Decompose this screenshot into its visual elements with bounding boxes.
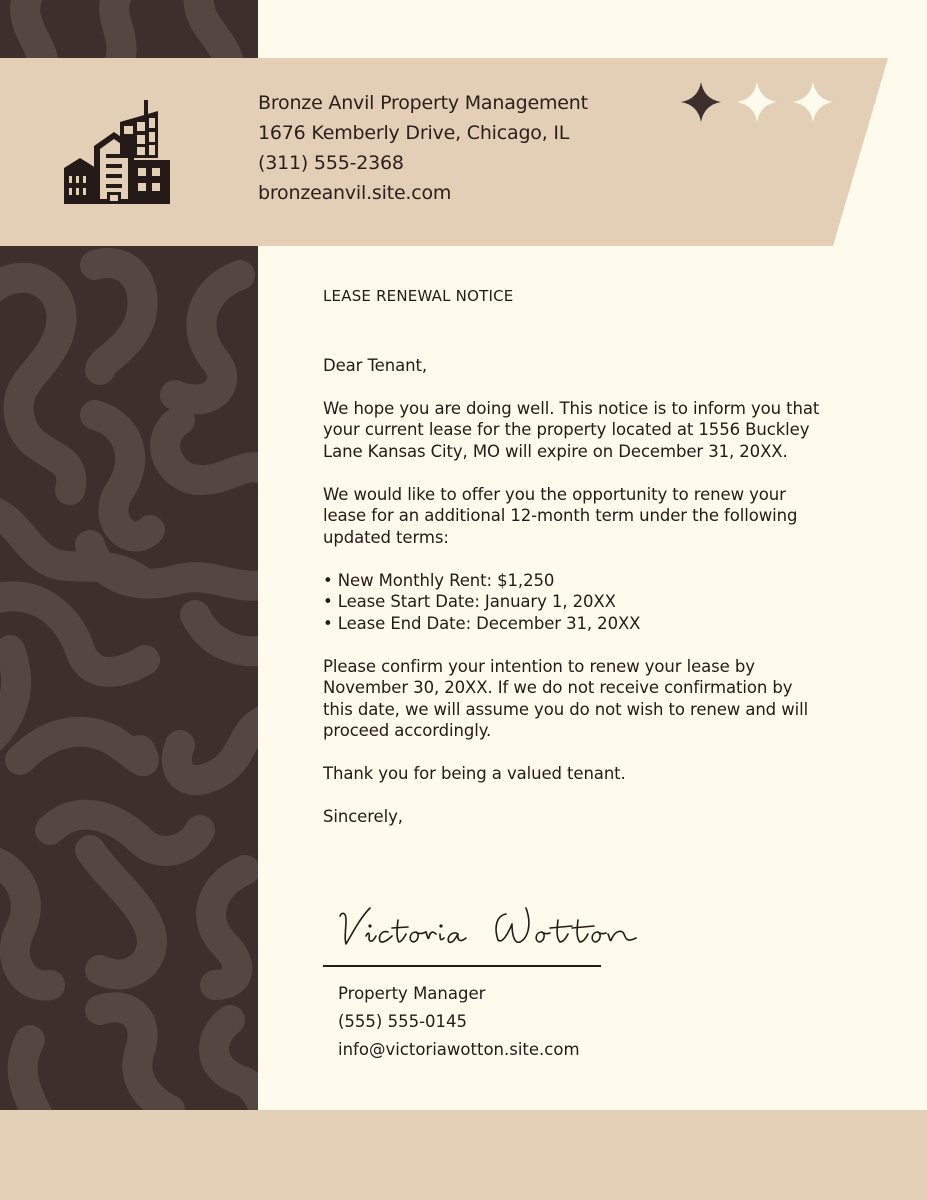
sparkle-icon-light xyxy=(737,82,777,122)
letter-title: LEASE RENEWAL NOTICE xyxy=(323,287,514,305)
paragraph-thanks: Thank you for being a valued tenant. xyxy=(323,764,626,783)
signer-email: info@victoriawotton.site.com xyxy=(338,1040,580,1059)
signer-phone: (555) 555-0145 xyxy=(338,1012,468,1031)
paragraph-intro: We hope you are doing well. This notice is to inform you that your current lease for the property located at 1556 Buckley Lane Kansas City, MO will expire on December 31, 20XX. xyxy=(323,398,820,461)
sparkle-decoration xyxy=(678,80,838,124)
company-address: 1676 Kemberly Drive, Chicago, IL xyxy=(258,122,570,144)
company-info xyxy=(258,88,588,208)
term-item: • New Monthly Rent: $1,250 xyxy=(323,570,555,590)
salutation: Dear Tenant, xyxy=(323,355,427,375)
buildings-icon xyxy=(62,98,172,206)
term-item: • Lease End Date: December 31, 20XX xyxy=(323,613,641,633)
handwritten-signature xyxy=(336,898,656,958)
paragraph-confirm: Please confirm your intention to renew your lease by November 30, 20XX. If we do not receive confirmation by this date, we will assume you do not wish to renew and will proceed accordingly. xyxy=(323,656,809,740)
terms-list xyxy=(323,570,823,635)
footer-band xyxy=(0,1110,927,1200)
paragraph-offer: We would like to offer you the opportunity to renew your lease for an additional 12-month term under the following updated terms: xyxy=(323,484,798,547)
term-item: • Lease Start Date: January 1, 20XX xyxy=(323,592,616,611)
closing: Sincerely, xyxy=(323,807,403,826)
signer-info xyxy=(338,980,580,1064)
signature-line xyxy=(323,965,601,967)
letter-body xyxy=(323,286,823,828)
company-name: Bronze Anvil Property Management xyxy=(258,92,588,114)
company-website: bronzeanvil.site.com xyxy=(258,182,452,204)
sparkle-icon-dark xyxy=(681,82,721,122)
sparkle-icon-light xyxy=(793,82,833,122)
signer-role: Property Manager xyxy=(338,984,486,1003)
company-phone: (311) 555-2368 xyxy=(258,152,404,174)
